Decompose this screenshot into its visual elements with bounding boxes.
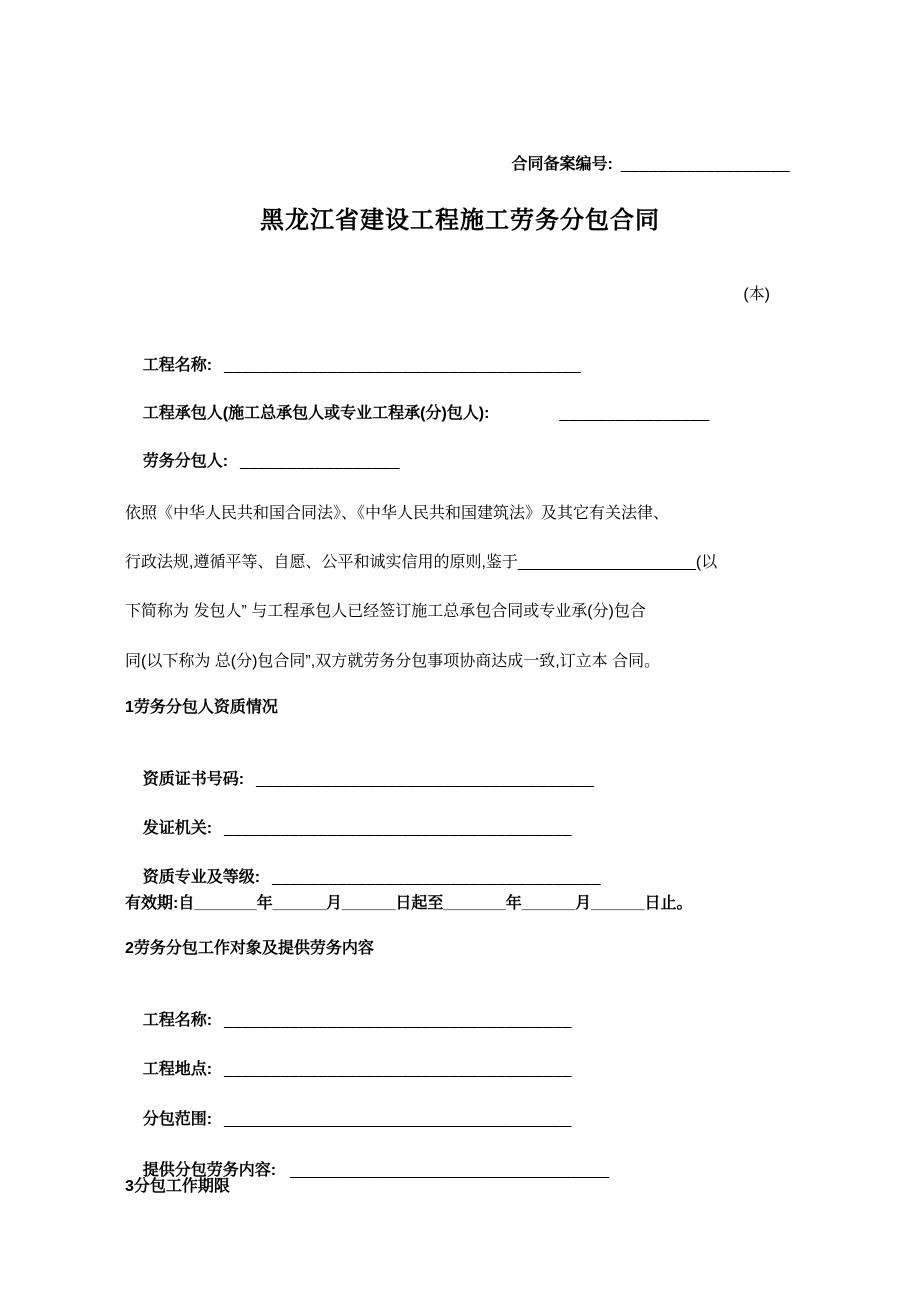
field-specialty-grade-label: 资质专业及等级:	[142, 869, 261, 886]
field-certificate-no-label: 资质证书号码:	[142, 771, 245, 788]
preamble-line-1: 依照《中华人民共和国合同法》、《中华人民共和国建筑法》及其它有关法律、	[125, 505, 670, 522]
field-labor-content-blank: __________________________________	[290, 1162, 610, 1179]
preamble-line-3: 下简称为 发包人” 与工程承包人已经签订施工总承包合同或专业承(分)包合	[125, 603, 646, 620]
field-labor-subcontractor-label: 劳务分包人:	[142, 453, 229, 470]
field-project-name-header-blank: ______________________________________	[224, 357, 582, 374]
field-certificate-no-blank: ____________________________________	[256, 771, 595, 788]
registration-number-line	[494, 133, 790, 192]
field-issuing-authority-blank: _____________________________________	[224, 820, 572, 837]
document-title: 黑龙江省建设工程施工劳务分包合同	[260, 207, 660, 234]
field-labor-content-label: 提供分包劳务内容:	[142, 1162, 277, 1179]
section1-heading: 1劳务分包人资质情况	[125, 699, 278, 716]
field-subcontract-scope-label: 分包范围:	[142, 1111, 213, 1128]
field-labor-subcontractor-blank: _________________	[240, 453, 400, 470]
field-project-name-header-label: 工程名称:	[142, 357, 213, 374]
field-project-location-label: 工程地点:	[142, 1061, 213, 1078]
section3-heading: 3分包工作期限	[125, 1178, 230, 1195]
field-project-name-s2-label: 工程名称:	[142, 1012, 213, 1029]
field-project-name-s2-blank: _____________________________________	[224, 1012, 572, 1029]
registration-number-label: 合同备案编号:	[511, 156, 613, 173]
edition-label: (本)	[743, 286, 770, 303]
field-subcontract-scope-blank: _____________________________________	[224, 1111, 572, 1128]
registration-number-blank: __________________	[620, 156, 790, 173]
field-project-location-blank: _____________________________________	[224, 1061, 572, 1078]
field-validity-period: 有效期:自_______年______月______日起至_______年______月______日止。	[125, 895, 693, 912]
section2-heading: 2劳务分包工作对象及提供劳务内容	[125, 940, 374, 957]
field-specialty-grade-blank: ___________________________________	[272, 869, 602, 886]
field-contractor-label: 工程承包人(施工总承包人或专业工程承(分)包人):	[142, 405, 490, 422]
field-contractor-blank: ________________	[559, 405, 710, 422]
preamble-line-2: 行政法规,遵循平等、自愿、公平和诚实信用的原则,鉴于____________________(以	[125, 554, 718, 571]
preamble-line-4: 同(以下称为 总(分)包合同”,双方就劳务分包事项协商达成一致,订立本 合同。	[125, 653, 661, 670]
field-labor-subcontractor	[125, 429, 400, 495]
field-issuing-authority-label: 发证机关:	[142, 820, 213, 837]
